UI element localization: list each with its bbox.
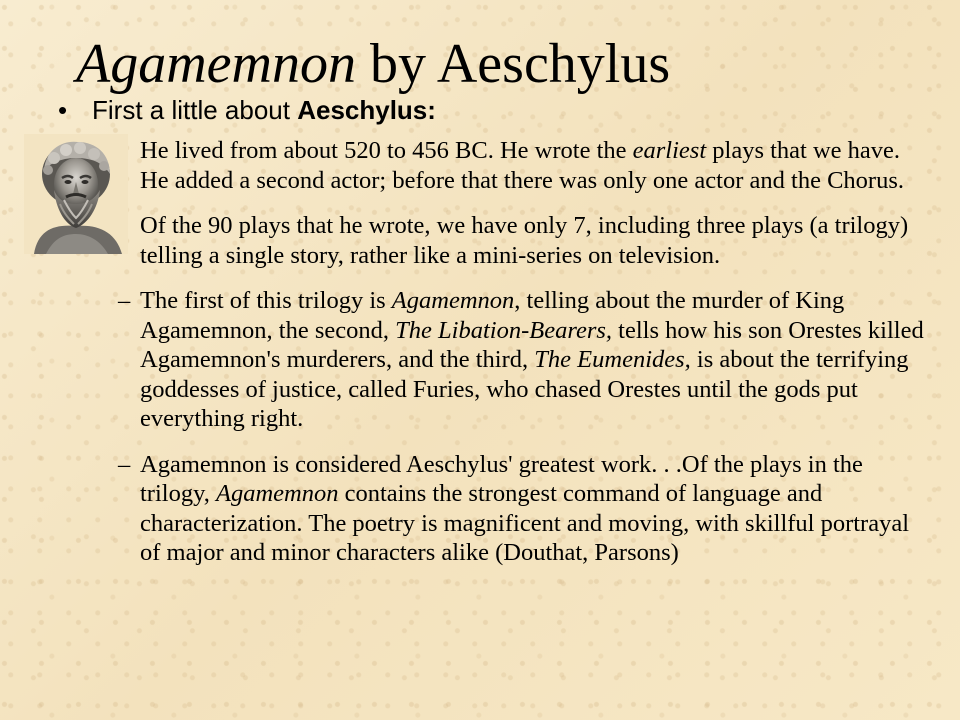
- item-text: is about the terrifying goddesses of justice, called Furies, who chased Orestes until the gods put everything right.: [140, 346, 909, 432]
- item-text: Of the 90 plays that he wrote, we have only 7, including three plays (a trilogy) telling a single story, rather like a mini-series on television.: [140, 212, 909, 269]
- list-item: [118, 286, 930, 434]
- list-item: [118, 450, 930, 568]
- bullet-marker: •: [58, 95, 68, 125]
- title-rest-part: by Aeschylus: [355, 33, 671, 95]
- bullet-bold-text: Aeschylus:: [297, 95, 436, 125]
- aeschylus-portrait-image: [24, 134, 128, 254]
- item-emphasis: The Eumenides,: [534, 346, 691, 373]
- item-emphasis: Agamemnon: [391, 287, 515, 314]
- item-text: He lived from about 520 to 456 BC. He wrote the: [140, 137, 633, 164]
- dash-marker: –: [118, 287, 131, 314]
- main-bullet: [58, 94, 436, 126]
- item-text: , telling about the murder of King Agamemnon, the second,: [140, 287, 845, 344]
- item-text: Agamemnon is considered Aeschylus' greatest work. . .Of the plays in the trilogy,: [140, 450, 863, 507]
- bust-portrait-icon: [24, 134, 128, 254]
- item-text: contains the strongest command of language and characterization. The poetry is magnificent and moving, with skillful portrayal of major and minor characters alike (Douthat, Parsons): [140, 480, 910, 566]
- list-item: [118, 211, 930, 270]
- item-emphasis: Agamemnon: [216, 480, 339, 507]
- item-text: tells how his son Orestes killed Agamemnon's murderers, and the third,: [140, 316, 924, 373]
- dash-marker: –: [118, 450, 131, 478]
- slide-title: [76, 32, 670, 96]
- item-emphasis: earliest: [632, 137, 707, 164]
- title-italic-part: Agamemnon: [76, 33, 356, 95]
- list-item: [118, 136, 930, 195]
- item-text: The first of this trilogy is: [140, 287, 392, 314]
- sub-bullet-list: [118, 136, 930, 584]
- bullet-text: First a little about: [92, 95, 298, 125]
- item-emphasis: The Libation-Bearers,: [395, 316, 613, 344]
- item-text: plays that we have. He added a second actor; before that there was only one actor and the Chorus.: [140, 137, 904, 194]
